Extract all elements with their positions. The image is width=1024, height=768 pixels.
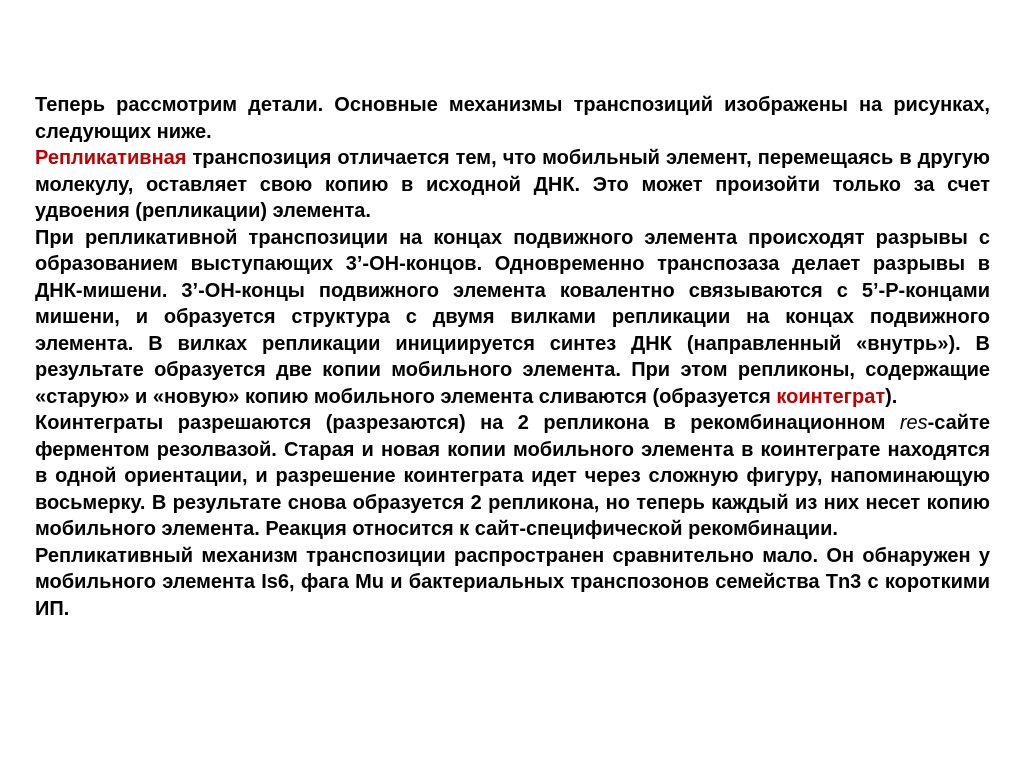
paragraph-mechanism <box>35 225 990 411</box>
paragraph-prevalence <box>35 543 990 623</box>
mechanism-text: При репликативной транспозиции на концах подвижного элемента происходят разрывы с образованием выступающих 3’-ОН-концов. Одновременно транспозаза делает разрывы в ДНК-мишени. 3’-ОН-концы подвижного элемента ковалентно связываются с 5’-Р-концами мишени, и образуется структура с двумя вилками репликации на концах подвижного элемента. В вилках репликации инициируется синтез ДНК (направленный «внутрь»). В результате образуется две копии мобильного элемента. При этом репликоны, содержащие «старую» и «новую» копию мобильного элемента сливаются (образуется <box>35 226 990 408</box>
prevalence-text: Репликативный механизм транспозиции распространен сравнительно мало. Он обнаружен у мобильного элемента Is6, фага Mu и бактериальных транспозонов семейства Tn3 с короткими ИП. <box>35 544 990 620</box>
term-cointegrate: коинтеграт <box>776 385 886 408</box>
paragraph-intro <box>35 92 990 145</box>
resolution-text: Коинтеграты разрешаются (разрезаются) на 2 репликона в рекомбинационном <box>35 412 900 434</box>
definition-text: транспозиция отличается тем, что мобильный элемент, перемещаясь в другую молекулу, оставляет свою копию в исходной ДНК. Это может произойти только за счет удвоения (репликации) элемента. <box>35 147 990 222</box>
term-replicative: Репликативная <box>35 147 187 169</box>
mechanism-tail: ). <box>885 385 898 408</box>
resolution-tail: -сайте ферментом резолвазой. Старая и новая копии мобильного элемента в коинтеграте находятся в одной ориентации, и разрешение коинтеграта идет через сложную фигуру, напоминающую восьмерку. В результате снова образуется 2 репликона, но теперь каждый из них несет копию мобильного элемента. Реакция относится к сайт-специфической рекомбинации. <box>35 412 990 540</box>
paragraph-resolution <box>35 410 990 543</box>
paragraph-replicative-definition <box>35 145 990 225</box>
text-body <box>35 92 990 622</box>
res-site-italic: res <box>899 412 928 434</box>
intro-text: Теперь рассмотрим детали. Основные механизмы транспозиций изображены на рисунках, следующих ниже. <box>35 94 990 143</box>
